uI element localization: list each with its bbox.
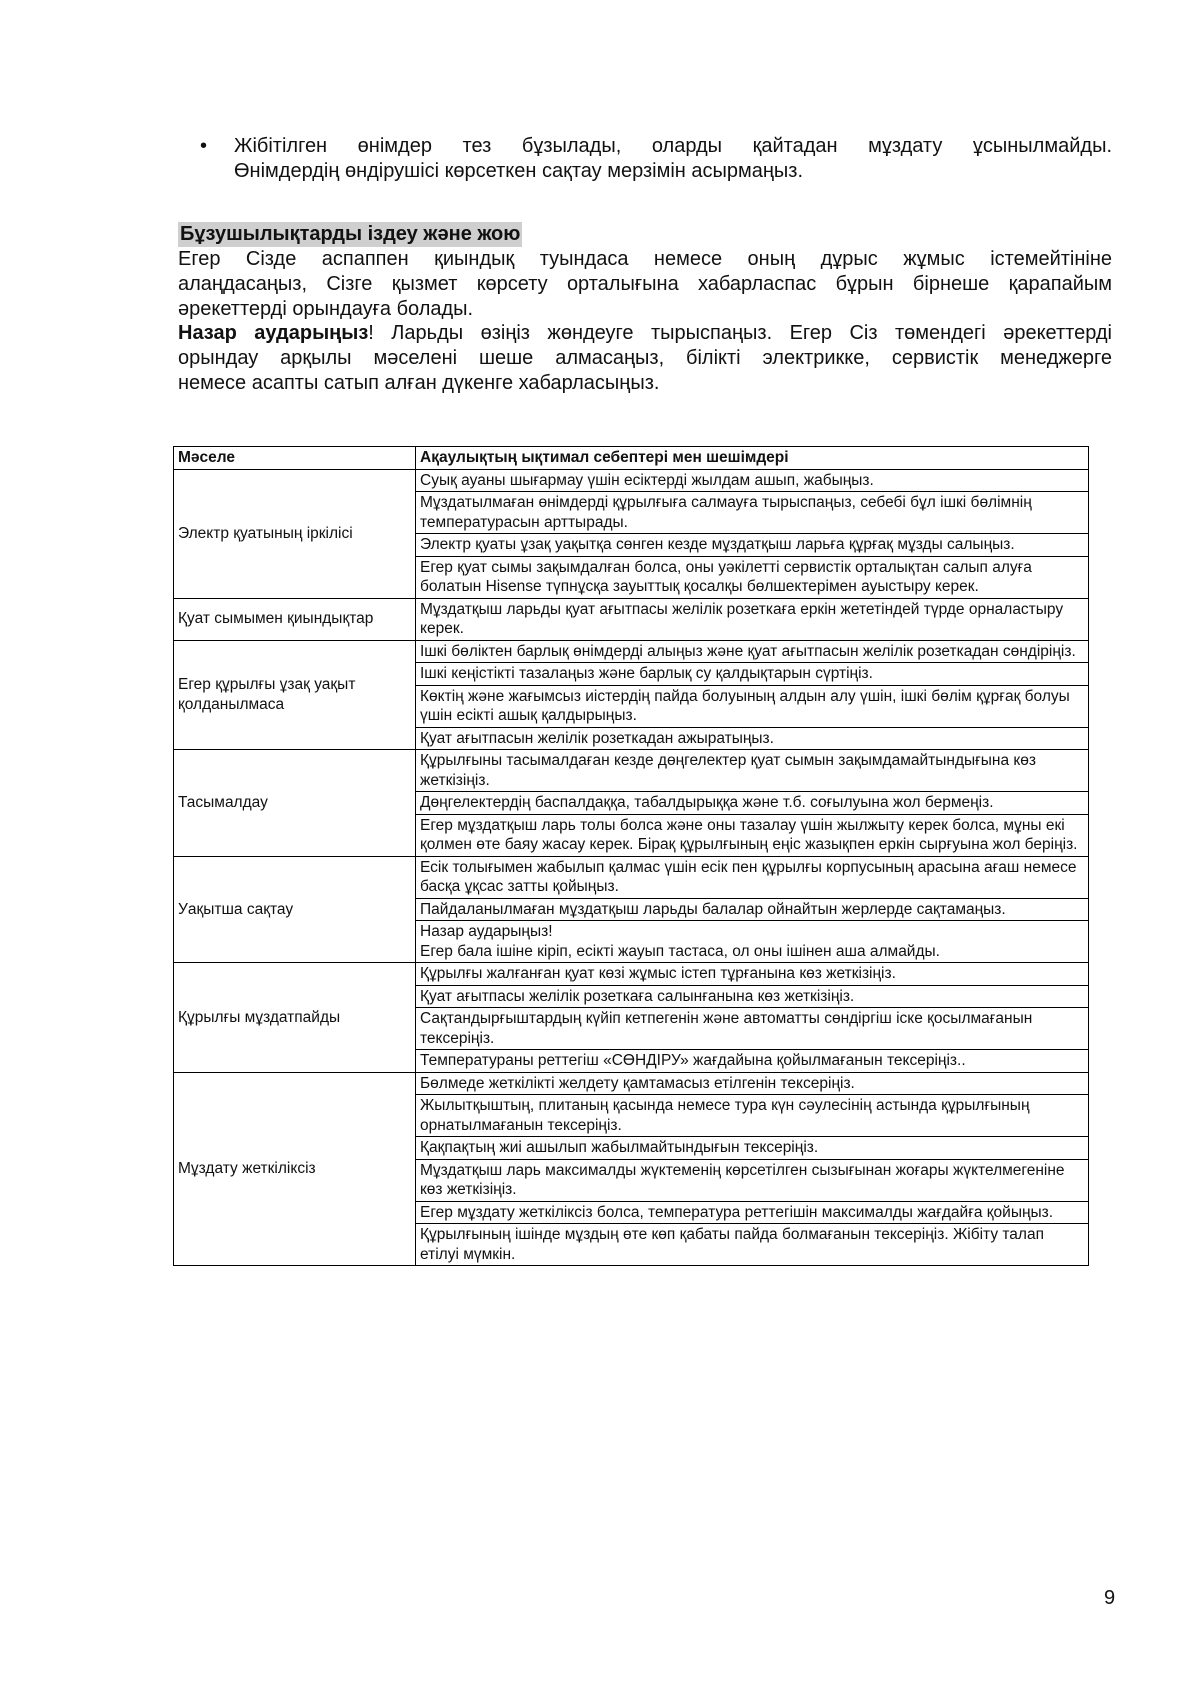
troubleshooting-table bbox=[173, 446, 1089, 1266]
solution-cell: Мұздатқыш ларь максималды жүктеменің көрсетілген сызығынан жоғары жүктелмегеніне көз жеткізіңіз. bbox=[416, 1159, 1089, 1201]
problem-cell: Уақытша сақтау bbox=[174, 856, 416, 963]
warning-line-3: немесе асапты сатып алған дүкенге хабарласыңыз. bbox=[178, 372, 660, 394]
warning-label: Назар аударыңыз bbox=[178, 322, 369, 344]
solution-cell: Көктің және жағымсыз иістердің пайда болуының алдын алу үшін, ішкі бөлім құрғақ болуы үшін есікті ашық қалдырыңыз. bbox=[416, 685, 1089, 727]
table-row bbox=[174, 640, 1089, 663]
page-number: 9 bbox=[1104, 1587, 1116, 1609]
warning-line-1 bbox=[178, 321, 1112, 346]
warning-line-2: орындау арқылы мәселені шеше алмасаңыз, білікті электрикке, сервистік менеджерге bbox=[178, 347, 1112, 369]
table-header-row bbox=[174, 447, 1089, 470]
solution-cell: Сақтандырғыштардың күйіп кетпегенін және автоматты сөндіргіш іске қосылмағанын тексеріңіз. bbox=[416, 1008, 1089, 1050]
bullet-text bbox=[234, 134, 1112, 184]
solution-cell: Қуат ағытпасын желілік розеткадан ажыратыңыз. bbox=[416, 727, 1089, 750]
intro-line-3: әрекеттерді орындауға болады. bbox=[178, 298, 474, 320]
solution-cell: Мұздатқыш ларьды қуат ағытпасы желілік розеткаға еркін жететіндей түрде орналастыру керек. bbox=[416, 598, 1089, 640]
problem-cell: Қуат сымымен қиындықтар bbox=[174, 598, 416, 640]
table-row bbox=[174, 1072, 1089, 1095]
problem-cell: Құрылғы мұздатпайды bbox=[174, 963, 416, 1073]
solution-cell: Құрылғыны тасымалдаған кезде дөңгелектер қуат сымын зақымдамайтындығына көз жеткізіңіз. bbox=[416, 750, 1089, 792]
solution-cell: Мұздатылмаған өнімдерді құрылғыға салмауға тырыспаңыз, себебі бұл ішкі бөлімнің температурасын арттырады. bbox=[416, 492, 1089, 534]
problem-cell: Егер құрылғы ұзақ уақыт қолданылмаса bbox=[174, 640, 416, 750]
section-heading: Бұзушылықтарды іздеу және жою bbox=[180, 223, 521, 245]
solution-cell: Қуат ағытпасы желілік розеткаға салынғанына көз жеткізіңіз. bbox=[416, 985, 1089, 1008]
table-row bbox=[174, 750, 1089, 792]
bullet-line-1: Жібітілген өнімдер тез бұзылады, оларды қайтадан мұздату ұсынылмайды. bbox=[234, 135, 1112, 157]
bullet-line-2: Өнімдердің өндірушісі көрсеткен сақтау мерзімін асырмаңыз. bbox=[234, 160, 804, 182]
table-row bbox=[174, 963, 1089, 986]
solution-cell: Электр қуаты ұзақ уақытқа сөнген кезде мұздатқыш ларьға құрғақ мұзды салыңыз. bbox=[416, 534, 1089, 557]
solution-cell: Есік толығымен жабылып қалмас үшін есік пен құрылғы корпусының арасына ағаш немесе басқа ұқсас затты қойыңыз. bbox=[416, 856, 1089, 898]
intro-line-2: алаңдасаңыз, Сізге қызмет көрсету орталығына хабарласпас бұрын бірнеше қарапайым bbox=[178, 273, 1112, 295]
table-body bbox=[174, 469, 1089, 1266]
solution-cell: Дөңгелектердің баспалдаққа, табалдырыққа және т.б. соғылуына жол бермеңіз. bbox=[416, 792, 1089, 815]
solution-cell: Қақпақтың жиі ашылып жабылмайтындығын тексеріңіз. bbox=[416, 1137, 1089, 1160]
solution-cell: Егер мұздату жеткіліксіз болса, температура реттегішін максималды жағдайға қойыңыз. bbox=[416, 1201, 1089, 1224]
bullet-dot: • bbox=[200, 135, 208, 157]
warning-paragraph bbox=[178, 321, 1112, 396]
solution-cell: Ішкі бөліктен барлық өнімдерді алыңыз және қуат ағытпасын желілік розеткадан сөндіріңіз. bbox=[416, 640, 1089, 663]
solution-cell: Суық ауаны шығармау үшін есіктерді жылдам ашып, жабыңыз. bbox=[416, 469, 1089, 492]
solution-cell: Ішкі кеңістікті тазалаңыз және барлық су қалдықтарын сүртіңіз. bbox=[416, 663, 1089, 686]
solution-cell: Құрылғы жалғанған қуат көзі жұмыс істеп тұрғанына көз жеткізіңіз. bbox=[416, 963, 1089, 986]
problem-cell: Электр қуатының іркілісі bbox=[174, 469, 416, 598]
warning-text-1: ! Ларьды өзіңіз жөндеуге тырыспаңыз. Егер Сіз төмендегі әрекеттерді bbox=[368, 322, 1112, 344]
solution-cell: Жылытқыштың, плитаның қасында немесе тура күн сәулесінің астында құрылғының орнатылмағанын тексеріңіз. bbox=[416, 1095, 1089, 1137]
table-row bbox=[174, 598, 1089, 640]
table-row bbox=[174, 856, 1089, 898]
header-solutions: Ақаулықтың ықтимал себептері мен шешімдері bbox=[416, 447, 1089, 470]
solution-cell: Бөлмеде жеткілікті желдету қамтамасыз етілгенін тексеріңіз. bbox=[416, 1072, 1089, 1095]
solution-cell: Назар аударыңыз! Егер бала ішіне кіріп, есікті жауып тастаса, ол оны ішінен аша алмайды. bbox=[416, 921, 1089, 963]
solution-cell: Пайдаланылмаған мұздатқыш ларьды балалар ойнайтын жерлерде сақтамаңыз. bbox=[416, 898, 1089, 921]
solution-cell: Егер мұздатқыш ларь толы болса және оны тазалау үшін жылжыту керек болса, мұны екі қолмен өте баяу жасау керек. Бірақ құрылғының еңіс жазықпен еркін сырғуына жол беріңіз. bbox=[416, 814, 1089, 856]
intro-paragraph bbox=[178, 247, 1112, 322]
problem-cell: Тасымалдау bbox=[174, 750, 416, 857]
solution-cell: Температураны реттегіш «СӨНДІРУ» жағдайына қойылмағанын тексеріңіз.. bbox=[416, 1050, 1089, 1073]
table-row bbox=[174, 469, 1089, 492]
solution-cell: Егер қуат сымы зақымдалған болса, оны уәкілетті сервистік орталықтан салып алуға болатын Hisense түпнұсқа зауыттық қосалқы бөлшектерімен ауыстыру керек. bbox=[416, 556, 1089, 598]
intro-line-1: Егер Сізде аспаппен қиындық туындаса немесе оның дұрыс жұмыс істемейтініне bbox=[178, 248, 1112, 270]
header-problem: Мәселе bbox=[174, 447, 416, 470]
problem-cell: Мұздату жеткіліксіз bbox=[174, 1072, 416, 1266]
bullet-item bbox=[200, 134, 1112, 184]
solution-cell: Құрылғының ішінде мұздың өте көп қабаты пайда болмағанын тексеріңіз. Жібіту талап етілуі мүмкін. bbox=[416, 1224, 1089, 1266]
